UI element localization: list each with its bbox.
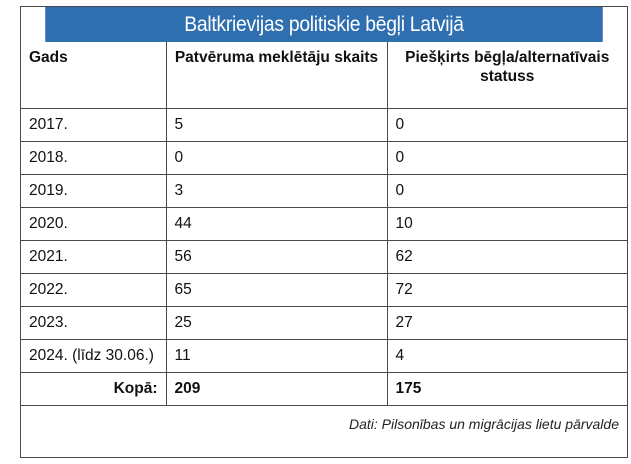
- cell-applicants: 44: [166, 207, 387, 240]
- table-row: [21, 273, 627, 306]
- cell-applicants: 56: [166, 240, 387, 273]
- header-applicants: Patvēruma meklētāju skaits: [166, 42, 387, 108]
- refugee-table: [21, 42, 627, 406]
- total-label: Kopā:: [21, 372, 166, 405]
- refugee-table-figure: [20, 6, 628, 458]
- cell-year: 2023.: [21, 306, 166, 339]
- table-row: [21, 240, 627, 273]
- cell-granted: 0: [387, 141, 627, 174]
- cell-year: 2021.: [21, 240, 166, 273]
- cell-granted: 10: [387, 207, 627, 240]
- cell-year: 2018.: [21, 141, 166, 174]
- cell-granted: 4: [387, 339, 627, 372]
- cell-applicants: 65: [166, 273, 387, 306]
- source-note: Dati: Pilsonības un migrācijas lietu pārvalde: [348, 415, 619, 432]
- total-granted: 175: [387, 372, 627, 405]
- cell-applicants: 25: [166, 306, 387, 339]
- cell-year: 2019.: [21, 174, 166, 207]
- table-row: [21, 306, 627, 339]
- cell-granted: 72: [387, 273, 627, 306]
- header-granted: Piešķirts bēgļa/alternatīvais statuss: [387, 42, 627, 108]
- cell-year: 2022.: [21, 273, 166, 306]
- cell-year: 2020.: [21, 207, 166, 240]
- table-row: [21, 339, 627, 372]
- cell-applicants: 0: [166, 141, 387, 174]
- header-row: [21, 42, 627, 108]
- cell-granted: 27: [387, 306, 627, 339]
- header-year: Gads: [21, 42, 166, 108]
- total-row: [21, 372, 627, 405]
- cell-granted: 0: [387, 108, 627, 141]
- table-row: [21, 141, 627, 174]
- table-title: Baltkrievijas politiskie bēgļi Latvijā: [45, 7, 603, 42]
- cell-applicants: 3: [166, 174, 387, 207]
- cell-year: 2024. (līdz 30.06.): [21, 339, 166, 372]
- cell-year: 2017.: [21, 108, 166, 141]
- total-applicants: 209: [166, 372, 387, 405]
- cell-applicants: 11: [166, 339, 387, 372]
- cell-granted: 62: [387, 240, 627, 273]
- table-row: [21, 108, 627, 141]
- table-row: [21, 207, 627, 240]
- table-row: [21, 174, 627, 207]
- cell-granted: 0: [387, 174, 627, 207]
- cell-applicants: 5: [166, 108, 387, 141]
